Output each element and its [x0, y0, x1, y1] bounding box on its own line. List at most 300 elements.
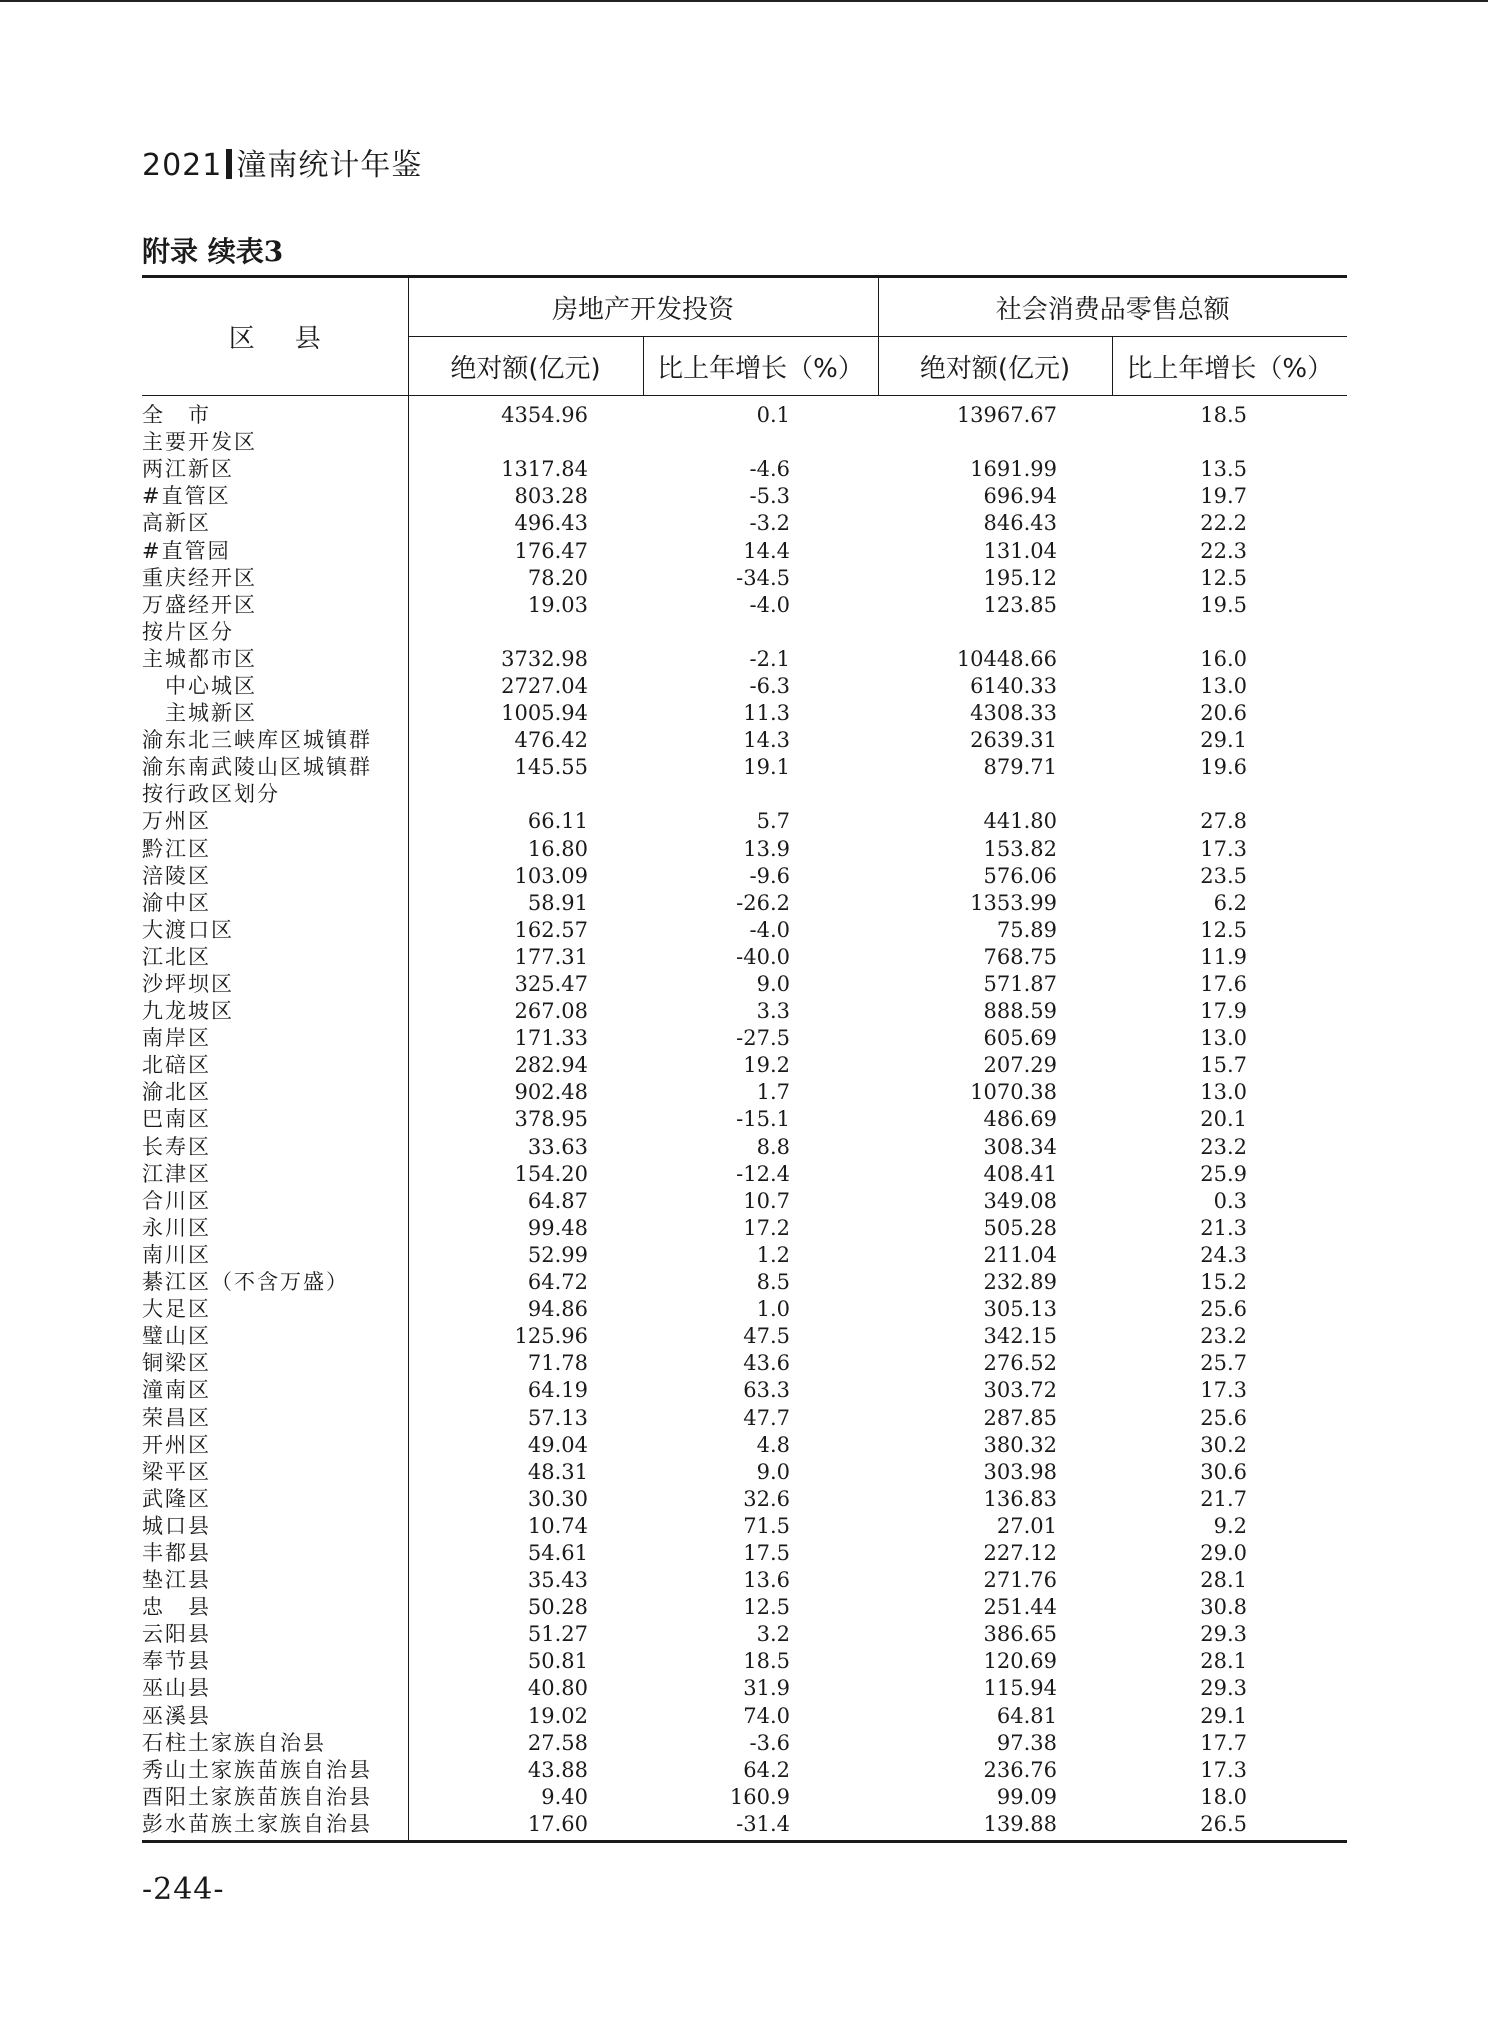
- row-re-growth: 13.9: [743, 836, 791, 861]
- row-re-growth: 74.0: [743, 1703, 791, 1728]
- table-row: [142, 1323, 1347, 1350]
- row-region-name: 江津区: [142, 1161, 408, 1188]
- row-re-growth: 4.8: [756, 1432, 791, 1457]
- row-retail-absolute: 303.98: [983, 1459, 1058, 1484]
- row-retail-growth: 23.2: [1200, 1134, 1248, 1159]
- row-region-name: 沙坪坝区: [142, 971, 408, 998]
- row-retail-absolute: 271.76: [983, 1568, 1058, 1593]
- row-re-growth: -31.4: [643, 1811, 878, 1842]
- row-retail-growth: 16.0: [1200, 646, 1248, 671]
- running-header: [142, 140, 422, 184]
- table-row: [142, 1486, 1347, 1513]
- row-retail-growth: 17.7: [1200, 1730, 1248, 1755]
- table-row: [142, 1242, 1347, 1269]
- re-growth-header: 比上年增长（%）: [643, 337, 878, 396]
- table-row: [142, 1134, 1347, 1161]
- row-re-growth: 3.3: [756, 999, 791, 1024]
- row-retail-absolute: 303.72: [983, 1378, 1058, 1403]
- row-retail-absolute: 349.08: [983, 1188, 1058, 1213]
- row-retail-absolute: 386.65: [983, 1622, 1058, 1647]
- table-row: [142, 396, 1347, 430]
- row-retail-growth: 22.2: [1200, 511, 1248, 536]
- row-retail-absolute: 99.09: [996, 1784, 1058, 1809]
- row-re-absolute: 33.63: [527, 1134, 588, 1159]
- row-re-growth: [643, 429, 878, 456]
- row-region-name: 渝中区: [142, 890, 408, 917]
- row-retail-absolute: 305.13: [983, 1297, 1058, 1322]
- row-retail-growth: 29.1: [1200, 728, 1248, 753]
- row-retail-growth: 21.7: [1200, 1486, 1248, 1511]
- row-region-name: 巫溪县: [142, 1703, 408, 1730]
- row-region-name: 涪陵区: [142, 863, 408, 890]
- row-region-name: 南岸区: [142, 1025, 408, 1052]
- row-retail-absolute: 342.15: [983, 1324, 1058, 1349]
- row-re-absolute: 19.02: [527, 1703, 588, 1728]
- row-retail-growth: 28.1: [1200, 1649, 1248, 1674]
- statistics-table: [142, 275, 1347, 1843]
- row-retail-growth: 13.0: [1200, 1026, 1248, 1051]
- row-region-name: 黔江区: [142, 836, 408, 863]
- row-re-absolute: 50.81: [527, 1649, 588, 1674]
- row-retail-growth: [1112, 619, 1347, 646]
- table-row: [142, 1459, 1347, 1486]
- row-re-growth: -4.6: [749, 457, 791, 482]
- row-retail-growth: 15.7: [1200, 1053, 1248, 1078]
- table-row: [142, 1106, 1347, 1133]
- row-retail-growth: 17.3: [1200, 1378, 1248, 1403]
- row-retail-growth: 12.5: [1200, 917, 1248, 942]
- row-retail-absolute: 605.69: [983, 1026, 1058, 1051]
- row-re-absolute: 476.42: [514, 728, 588, 753]
- row-re-growth: 3.2: [756, 1622, 791, 1647]
- row-region-name: 奉节县: [142, 1648, 408, 1675]
- row-re-absolute: 16.80: [527, 836, 588, 861]
- row-re-growth: 64.2: [743, 1757, 791, 1782]
- row-retail-absolute: 75.89: [996, 917, 1058, 942]
- row-retail-growth: 20.6: [1200, 701, 1248, 726]
- table-row: [142, 1052, 1347, 1079]
- row-re-growth: 12.5: [743, 1595, 791, 1620]
- row-retail-absolute: 136.83: [983, 1486, 1058, 1511]
- group-header-row: [142, 277, 1347, 337]
- row-re-growth: -2.1: [749, 646, 791, 671]
- row-re-absolute: 10.74: [527, 1513, 588, 1538]
- row-retail-growth: 26.5: [1112, 1811, 1347, 1842]
- row-retail-growth: 28.1: [1200, 1568, 1248, 1593]
- row-re-growth: -27.5: [736, 1026, 791, 1051]
- row-region-name: 按片区分: [142, 619, 408, 646]
- row-region-name: 酉阳土家族苗族自治县: [142, 1784, 408, 1811]
- row-retail-growth: 25.7: [1200, 1351, 1248, 1376]
- table-row: [142, 1757, 1347, 1784]
- table-row: [142, 754, 1347, 781]
- row-retail-absolute: 276.52: [983, 1351, 1058, 1376]
- row-re-growth: 19.2: [743, 1053, 791, 1078]
- row-re-absolute: 57.13: [527, 1405, 588, 1430]
- row-re-growth: 18.5: [743, 1649, 791, 1674]
- row-re-growth: 1.7: [756, 1080, 791, 1105]
- row-retail-absolute: [878, 429, 1112, 456]
- row-re-absolute: 64.87: [527, 1188, 588, 1213]
- row-re-absolute: 17.60: [408, 1811, 643, 1842]
- table-row: [142, 836, 1347, 863]
- row-retail-growth: 6.2: [1213, 890, 1248, 915]
- row-retail-absolute: 232.89: [983, 1270, 1058, 1295]
- table-row: [142, 1079, 1347, 1106]
- row-region-name: 大渡口区: [142, 917, 408, 944]
- row-region-name: 重庆经开区: [142, 565, 408, 592]
- row-retail-absolute: 576.06: [983, 863, 1058, 888]
- row-region-name: 合川区: [142, 1188, 408, 1215]
- table-row: [142, 781, 1347, 808]
- row-retail-growth: [1112, 429, 1347, 456]
- row-retail-growth: 12.5: [1200, 565, 1248, 590]
- row-retail-absolute: 1691.99: [970, 457, 1058, 482]
- table-row: [142, 429, 1347, 456]
- row-re-growth: -26.2: [736, 890, 791, 915]
- row-re-absolute: 19.03: [527, 592, 588, 617]
- row-re-growth: -5.3: [749, 484, 791, 509]
- row-re-absolute: 145.55: [514, 755, 588, 780]
- row-retail-absolute: 571.87: [983, 972, 1058, 997]
- row-re-growth: 63.3: [743, 1378, 791, 1403]
- row-retail-growth: 23.2: [1200, 1324, 1248, 1349]
- table-row: [142, 700, 1347, 727]
- row-retail-absolute: 441.80: [983, 809, 1058, 834]
- row-retail-growth: 19.5: [1200, 592, 1248, 617]
- table-row: [142, 483, 1347, 510]
- row-region-name: 南川区: [142, 1242, 408, 1269]
- row-re-growth: 47.5: [743, 1324, 791, 1349]
- table-body: [142, 396, 1347, 1842]
- row-region-name: 主城新区: [142, 700, 408, 727]
- row-re-growth: 32.6: [743, 1486, 791, 1511]
- row-re-growth: -3.2: [749, 511, 791, 536]
- table-row: [142, 1784, 1347, 1811]
- row-re-absolute: 66.11: [527, 809, 588, 834]
- row-region-name: 主城都市区: [142, 646, 408, 673]
- row-retail-absolute: 236.76: [983, 1757, 1058, 1782]
- row-retail-absolute: 505.28: [983, 1215, 1058, 1240]
- row-re-growth: [643, 619, 878, 646]
- row-retail-absolute: 227.12: [983, 1540, 1058, 1565]
- row-retail-growth: 30.2: [1200, 1432, 1248, 1457]
- row-re-absolute: 496.43: [514, 511, 588, 536]
- row-re-growth: 31.9: [743, 1676, 791, 1701]
- row-region-name: 垫江县: [142, 1567, 408, 1594]
- row-re-absolute: 35.43: [527, 1568, 588, 1593]
- row-retail-absolute: 1070.38: [970, 1080, 1058, 1105]
- row-re-absolute: 3732.98: [501, 646, 588, 671]
- row-re-absolute: 177.31: [514, 944, 588, 969]
- row-re-growth: 8.5: [756, 1270, 791, 1295]
- row-retail-absolute: 768.75: [983, 944, 1058, 969]
- row-re-absolute: 9.40: [541, 1784, 588, 1809]
- row-retail-growth: 13.0: [1200, 673, 1248, 698]
- table-row: [142, 1730, 1347, 1757]
- row-re-growth: 8.8: [756, 1134, 791, 1159]
- row-retail-absolute: 1353.99: [970, 890, 1058, 915]
- table-head: [142, 277, 1347, 396]
- row-retail-absolute: 4308.33: [970, 701, 1058, 726]
- row-retail-growth: 19.6: [1200, 755, 1248, 780]
- row-region-name: 按行政区划分: [142, 781, 408, 808]
- row-retail-absolute: 696.94: [983, 484, 1058, 509]
- row-retail-growth: 11.9: [1200, 944, 1248, 969]
- table-row: [142, 863, 1347, 890]
- row-retail-growth: 25.6: [1200, 1297, 1248, 1322]
- row-retail-absolute: 879.71: [983, 755, 1058, 780]
- table-row: [142, 510, 1347, 537]
- re-absolute-header: 绝对额(亿元): [408, 337, 643, 396]
- row-region-name: #直管区: [142, 483, 408, 510]
- row-re-absolute: [408, 619, 643, 646]
- row-retail-growth: 24.3: [1200, 1242, 1248, 1267]
- row-re-absolute: 99.48: [527, 1215, 588, 1240]
- row-re-absolute: 162.57: [514, 917, 588, 942]
- row-retail-growth: 27.8: [1200, 809, 1248, 834]
- row-re-growth: 9.0: [756, 1459, 791, 1484]
- row-retail-growth: [1112, 781, 1347, 808]
- row-re-growth: 14.4: [743, 538, 791, 563]
- table-row: [142, 1161, 1347, 1188]
- table-row: [142, 1296, 1347, 1323]
- row-re-absolute: 64.72: [527, 1270, 588, 1295]
- row-re-absolute: 803.28: [514, 484, 588, 509]
- row-re-absolute: 2727.04: [501, 673, 588, 698]
- row-retail-absolute: 10448.66: [956, 646, 1058, 671]
- row-re-absolute: 176.47: [514, 538, 588, 563]
- table-row: [142, 1675, 1347, 1702]
- row-retail-absolute: [878, 781, 1112, 808]
- row-retail-growth: 17.6: [1200, 972, 1248, 997]
- row-region-name: 中心城区: [142, 673, 408, 700]
- row-re-growth: 71.5: [743, 1513, 791, 1538]
- row-re-growth: -4.0: [749, 917, 791, 942]
- row-re-absolute: 325.47: [514, 972, 588, 997]
- row-region-name: 綦江区（不含万盛）: [142, 1269, 408, 1296]
- row-region-name: 两江新区: [142, 456, 408, 483]
- row-retail-absolute: 64.81: [996, 1703, 1058, 1728]
- table-row: [142, 565, 1347, 592]
- table-row: [142, 917, 1347, 944]
- row-retail-absolute: [878, 619, 1112, 646]
- header-book-title: 潼南统计年鉴: [236, 148, 423, 183]
- row-re-growth: 11.3: [743, 701, 791, 726]
- row-retail-absolute: 211.04: [983, 1242, 1058, 1267]
- row-region-name: 璧山区: [142, 1323, 408, 1350]
- row-region-name: 荣昌区: [142, 1404, 408, 1431]
- row-re-growth: 17.5: [743, 1540, 791, 1565]
- row-re-growth: -6.3: [749, 673, 791, 698]
- row-retail-growth: 25.6: [1200, 1405, 1248, 1430]
- row-re-absolute: 103.09: [514, 863, 588, 888]
- row-retail-absolute: 27.01: [996, 1513, 1058, 1538]
- row-retail-absolute: 2639.31: [970, 728, 1058, 753]
- table-row: [142, 1350, 1347, 1377]
- row-retail-growth: 29.3: [1200, 1622, 1248, 1647]
- row-re-absolute: 50.28: [527, 1595, 588, 1620]
- row-retail-growth: 17.3: [1200, 1757, 1248, 1782]
- row-re-absolute: 52.99: [527, 1242, 588, 1267]
- row-retail-growth: 23.5: [1200, 863, 1248, 888]
- row-re-growth: -4.0: [749, 592, 791, 617]
- table-row: [142, 1703, 1347, 1730]
- row-re-absolute: 282.94: [514, 1053, 588, 1078]
- table-row: [142, 1513, 1347, 1540]
- table-row: [142, 1540, 1347, 1567]
- row-retail-absolute: 287.85: [983, 1405, 1058, 1430]
- row-re-absolute: 78.20: [527, 565, 588, 590]
- row-re-growth: -9.6: [749, 863, 791, 888]
- row-re-absolute: 154.20: [514, 1161, 588, 1186]
- header-year: 2021: [142, 148, 223, 183]
- table-row: [142, 1594, 1347, 1621]
- row-retail-absolute: 308.34: [983, 1134, 1058, 1159]
- row-region-name: 九龙坡区: [142, 998, 408, 1025]
- row-retail-absolute: 115.94: [983, 1676, 1058, 1701]
- row-retail-absolute: 486.69: [983, 1107, 1058, 1132]
- row-region-name: 江北区: [142, 944, 408, 971]
- row-retail-growth: 18.5: [1200, 403, 1248, 428]
- row-re-absolute: 51.27: [527, 1622, 588, 1647]
- row-retail-absolute: 888.59: [983, 999, 1058, 1024]
- row-re-growth: -12.4: [736, 1161, 791, 1186]
- table-row: [142, 619, 1347, 646]
- row-re-absolute: 94.86: [527, 1297, 588, 1322]
- row-region-name: 铜梁区: [142, 1350, 408, 1377]
- row-retail-growth: 25.9: [1200, 1161, 1248, 1186]
- table-row: [142, 1648, 1347, 1675]
- row-retail-growth: 18.0: [1200, 1784, 1248, 1809]
- row-re-growth: 1.2: [756, 1242, 791, 1267]
- row-re-absolute: 378.95: [514, 1107, 588, 1132]
- row-re-growth: 9.0: [756, 972, 791, 997]
- table-caption: 附录 续表3: [142, 235, 284, 268]
- row-region-name: 彭水苗族土家族自治县: [142, 1811, 408, 1842]
- row-retail-absolute: 13967.67: [956, 403, 1058, 428]
- row-region-name: 渝北区: [142, 1079, 408, 1106]
- table-row: [142, 1377, 1347, 1404]
- row-re-absolute: 171.33: [514, 1026, 588, 1051]
- row-region-name: 永川区: [142, 1215, 408, 1242]
- row-region-name: 巫山县: [142, 1675, 408, 1702]
- table-row: [142, 998, 1347, 1025]
- row-re-growth: 13.6: [743, 1568, 791, 1593]
- row-retail-growth: 0.3: [1213, 1188, 1248, 1213]
- row-region-name: 长寿区: [142, 1134, 408, 1161]
- row-retail-absolute: 195.12: [983, 565, 1058, 590]
- row-re-growth: [643, 781, 878, 808]
- row-retail-growth: 15.2: [1200, 1270, 1248, 1295]
- row-region-name: 潼南区: [142, 1377, 408, 1404]
- row-region-name: 城口县: [142, 1513, 408, 1540]
- row-retail-growth: 9.2: [1213, 1513, 1248, 1538]
- row-re-absolute: 267.08: [514, 999, 588, 1024]
- row-re-absolute: 902.48: [514, 1080, 588, 1105]
- row-re-growth: -15.1: [736, 1107, 791, 1132]
- retail-growth-header: 比上年增长（%）: [1112, 337, 1347, 396]
- table-row: [142, 1432, 1347, 1459]
- row-retail-growth: 13.5: [1200, 457, 1248, 482]
- row-re-absolute: [408, 429, 643, 456]
- row-region-name: 云阳县: [142, 1621, 408, 1648]
- page-top-border: [0, 0, 1488, 2]
- table-row: [142, 646, 1347, 673]
- row-re-growth: -3.6: [749, 1730, 791, 1755]
- row-re-growth: 14.3: [743, 728, 791, 753]
- row-retail-absolute: 120.69: [983, 1649, 1058, 1674]
- row-re-absolute: 48.31: [527, 1459, 588, 1484]
- row-region-name: 全 市: [142, 396, 408, 430]
- row-re-absolute: 40.80: [527, 1676, 588, 1701]
- table-row: [142, 1567, 1347, 1594]
- row-retail-absolute: 131.04: [983, 538, 1058, 563]
- page-number: -244-: [142, 1872, 225, 1907]
- row-re-growth: 1.0: [756, 1297, 791, 1322]
- row-region-name: 北碚区: [142, 1052, 408, 1079]
- row-retail-absolute: 380.32: [983, 1432, 1058, 1457]
- row-retail-growth: 29.0: [1200, 1540, 1248, 1565]
- table-row: [142, 456, 1347, 483]
- real-estate-investment-header: 房地产开发投资: [408, 277, 878, 337]
- row-retail-absolute: 153.82: [983, 836, 1058, 861]
- row-re-absolute: 125.96: [514, 1324, 588, 1349]
- row-region-name: 渝东北三峡库区城镇群: [142, 727, 408, 754]
- row-re-growth: -34.5: [736, 565, 791, 590]
- row-region-name: #直管园: [142, 537, 408, 564]
- header-separator: [226, 149, 232, 179]
- row-re-growth: 17.2: [743, 1215, 791, 1240]
- row-retail-absolute: 846.43: [983, 511, 1058, 536]
- row-re-growth: 19.1: [743, 755, 791, 780]
- row-region-name: 武隆区: [142, 1486, 408, 1513]
- row-retail-growth: 29.1: [1200, 1703, 1248, 1728]
- row-region-name: 万盛经开区: [142, 592, 408, 619]
- row-retail-growth: 21.3: [1200, 1215, 1248, 1240]
- row-re-absolute: 30.30: [527, 1486, 588, 1511]
- row-retail-growth: 29.3: [1200, 1676, 1248, 1701]
- row-re-growth: 47.7: [743, 1405, 791, 1430]
- row-region-name: 渝东南武陵山区城镇群: [142, 754, 408, 781]
- row-re-absolute: 43.88: [527, 1757, 588, 1782]
- row-re-absolute: 27.58: [527, 1730, 588, 1755]
- row-re-absolute: 58.91: [527, 890, 588, 915]
- row-retail-growth: 19.7: [1200, 484, 1248, 509]
- row-re-absolute: 71.78: [527, 1351, 588, 1376]
- row-retail-growth: 30.8: [1200, 1595, 1248, 1620]
- row-re-growth: 160.9: [729, 1784, 791, 1809]
- row-re-absolute: 4354.96: [501, 403, 588, 428]
- row-retail-growth: 17.9: [1200, 999, 1248, 1024]
- row-re-growth: 5.7: [756, 809, 791, 834]
- row-region-name: 忠 县: [142, 1594, 408, 1621]
- table-row: [142, 971, 1347, 998]
- row-retail-absolute: 207.29: [983, 1053, 1058, 1078]
- table-row: [142, 1025, 1347, 1052]
- row-region-name: 丰都县: [142, 1540, 408, 1567]
- row-retail-growth: 30.6: [1200, 1459, 1248, 1484]
- row-re-growth: 43.6: [743, 1351, 791, 1376]
- table-row: [142, 1215, 1347, 1242]
- table-row: [142, 890, 1347, 917]
- row-re-absolute: 1005.94: [501, 701, 588, 726]
- row-retail-absolute: 123.85: [983, 592, 1058, 617]
- row-re-growth: -40.0: [736, 944, 791, 969]
- table-row: [142, 944, 1347, 971]
- row-region-name: 高新区: [142, 510, 408, 537]
- row-retail-growth: 20.1: [1200, 1107, 1248, 1132]
